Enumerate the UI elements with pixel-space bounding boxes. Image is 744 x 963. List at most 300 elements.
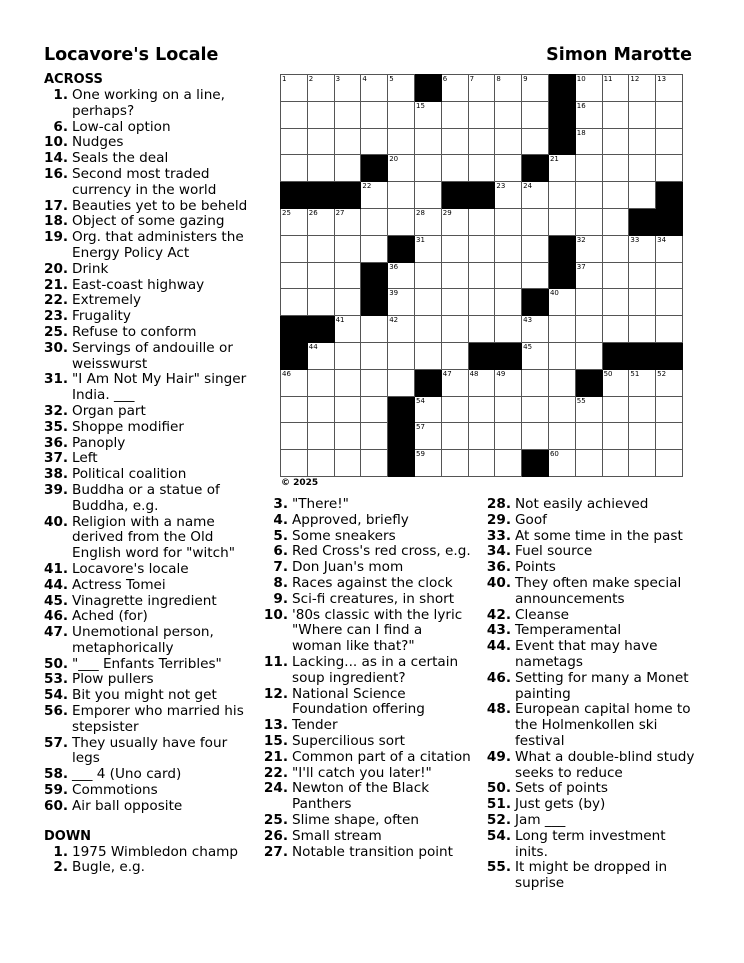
- grid-cell[interactable]: [495, 128, 522, 155]
- grid-cell[interactable]: [575, 423, 602, 450]
- grid-cell[interactable]: [334, 316, 361, 343]
- clue-number: 15.: [263, 732, 288, 749]
- across-clue: [44, 135, 259, 151]
- grid-cell[interactable]: [307, 396, 334, 423]
- grid-cell[interactable]: [468, 289, 495, 316]
- grid-cell[interactable]: [495, 101, 522, 128]
- clue-number: 60.: [44, 797, 69, 814]
- grid-cell[interactable]: [575, 208, 602, 235]
- grid-cell[interactable]: [388, 342, 415, 369]
- grid-cell[interactable]: [522, 75, 549, 102]
- grid-cell[interactable]: [522, 208, 549, 235]
- clue-text: Refuse to conform: [72, 323, 197, 340]
- cell-number: 15: [415, 101, 425, 110]
- clue-text: Ached (for): [72, 608, 148, 625]
- clue-text: "___ Enfants Terribles": [72, 655, 222, 672]
- grid-cell[interactable]: [495, 289, 522, 316]
- grid-cell[interactable]: [495, 262, 522, 289]
- grid-cell[interactable]: [575, 235, 602, 262]
- grid-cell[interactable]: [629, 155, 656, 182]
- across-clue-list: [44, 88, 259, 815]
- grid-cell[interactable]: [414, 262, 441, 289]
- grid-cell[interactable]: [468, 369, 495, 396]
- grid-cell[interactable]: [388, 155, 415, 182]
- grid-cell[interactable]: [656, 289, 683, 316]
- grid-cell[interactable]: [307, 101, 334, 128]
- across-clue: [44, 688, 259, 704]
- cell-number: 4: [362, 75, 367, 83]
- grid-cell[interactable]: [361, 101, 388, 128]
- cell-number: 27: [335, 208, 345, 217]
- grid-cell[interactable]: [575, 155, 602, 182]
- grid-cell[interactable]: [441, 369, 468, 396]
- grid-cell[interactable]: [629, 450, 656, 477]
- down-clue: [262, 529, 474, 545]
- grid-cell[interactable]: [361, 75, 388, 102]
- grid-row: [281, 75, 683, 102]
- grid-block: [468, 182, 495, 209]
- grid-block: [361, 289, 388, 316]
- clue-text: "I'll catch you later!": [292, 764, 432, 781]
- grid-block: [307, 316, 334, 343]
- grid-cell[interactable]: [281, 369, 308, 396]
- grid-cell[interactable]: [281, 128, 308, 155]
- grid-cell[interactable]: [334, 369, 361, 396]
- grid-cell[interactable]: [281, 235, 308, 262]
- grid-cell[interactable]: [548, 289, 575, 316]
- grid-cell[interactable]: [468, 75, 495, 102]
- grid-cell[interactable]: [629, 396, 656, 423]
- grid-cell[interactable]: [281, 101, 308, 128]
- grid-cell[interactable]: [629, 75, 656, 102]
- grid-cell[interactable]: [656, 316, 683, 343]
- clue-text: Tender: [292, 717, 338, 734]
- down-clue: [44, 845, 259, 861]
- clue-text: Newton of the Black Panthers: [292, 780, 430, 813]
- grid-cell[interactable]: [656, 155, 683, 182]
- grid-cell[interactable]: [414, 342, 441, 369]
- grid-cell[interactable]: [468, 101, 495, 128]
- grid-cell[interactable]: [281, 262, 308, 289]
- grid-cell[interactable]: [334, 342, 361, 369]
- grid-cell[interactable]: [281, 75, 308, 102]
- grid-cell[interactable]: [307, 342, 334, 369]
- grid-cell[interactable]: [334, 75, 361, 102]
- clue-text: Goof: [515, 511, 547, 528]
- grid-cell[interactable]: [307, 155, 334, 182]
- grid-cell[interactable]: [307, 262, 334, 289]
- grid-cell[interactable]: [441, 423, 468, 450]
- grid-row: [281, 342, 683, 369]
- grid-cell[interactable]: [281, 289, 308, 316]
- grid-cell[interactable]: [468, 128, 495, 155]
- grid-cell[interactable]: [281, 423, 308, 450]
- across-clue: [44, 262, 259, 278]
- grid-cell[interactable]: [281, 450, 308, 477]
- grid-cell[interactable]: [629, 182, 656, 209]
- clue-text: They usually have four legs: [72, 734, 228, 767]
- grid-cell[interactable]: [495, 396, 522, 423]
- grid-cell[interactable]: [522, 342, 549, 369]
- clue-text: Religion with a name derived from the Old English word for "witch": [72, 513, 235, 562]
- grid-cell[interactable]: [468, 316, 495, 343]
- grid-cell[interactable]: [361, 369, 388, 396]
- grid-cell[interactable]: [548, 450, 575, 477]
- grid-cell[interactable]: [441, 289, 468, 316]
- clue-number: 28.: [486, 496, 511, 512]
- clue-number: 58.: [44, 766, 69, 783]
- grid-cell[interactable]: [414, 128, 441, 155]
- grid-cell[interactable]: [388, 289, 415, 316]
- grid-cell[interactable]: [495, 208, 522, 235]
- grid-cell[interactable]: [656, 75, 683, 102]
- grid-cell[interactable]: [548, 423, 575, 450]
- clue-text: Beauties yet to be beheld: [72, 197, 248, 214]
- grid-block: [656, 182, 683, 209]
- grid-cell[interactable]: [307, 289, 334, 316]
- grid-cell[interactable]: [602, 396, 629, 423]
- author-name: Simon Marotte: [546, 45, 692, 65]
- grid-cell[interactable]: [414, 316, 441, 343]
- clue-number: 48.: [486, 701, 511, 718]
- grid-cell[interactable]: [388, 128, 415, 155]
- grid-cell[interactable]: [575, 101, 602, 128]
- across-clue: [44, 609, 259, 625]
- clue-text: Some sneakers: [292, 527, 396, 544]
- cell-number: 13: [657, 75, 667, 83]
- clue-number: 6.: [53, 118, 68, 135]
- grid-cell[interactable]: [575, 450, 602, 477]
- grid-cell[interactable]: [307, 369, 334, 396]
- clue-text: Commotions: [72, 782, 158, 799]
- clue-text: Common part of a citation: [292, 748, 471, 765]
- grid-cell[interactable]: [388, 75, 415, 102]
- grid-cell[interactable]: [575, 182, 602, 209]
- down-clue-list: [485, 497, 700, 892]
- clue-number: 4.: [273, 511, 288, 528]
- cell-number: 55: [576, 396, 586, 405]
- clue-number: 17.: [44, 197, 69, 214]
- grid-cell[interactable]: [441, 208, 468, 235]
- grid-cell[interactable]: [468, 396, 495, 423]
- clue-text: Fuel source: [515, 543, 593, 560]
- grid-cell[interactable]: [602, 316, 629, 343]
- grid-row: [281, 423, 683, 450]
- grid-cell[interactable]: [602, 75, 629, 102]
- grid-cell[interactable]: [307, 128, 334, 155]
- grid-cell[interactable]: [602, 235, 629, 262]
- grid-cell[interactable]: [495, 316, 522, 343]
- clue-number: 23.: [44, 308, 69, 325]
- cell-number: 59: [415, 450, 425, 459]
- grid-cell[interactable]: [388, 262, 415, 289]
- grid-cell[interactable]: [548, 208, 575, 235]
- grid-cell[interactable]: [495, 369, 522, 396]
- across-clue: [44, 167, 259, 199]
- grid-cell[interactable]: [441, 262, 468, 289]
- across-clue: [44, 562, 259, 578]
- grid-cell[interactable]: [334, 208, 361, 235]
- down-clue: [262, 655, 474, 687]
- grid-cell[interactable]: [414, 289, 441, 316]
- grid-cell[interactable]: [522, 396, 549, 423]
- grid-cell[interactable]: [548, 182, 575, 209]
- grid-cell[interactable]: [656, 235, 683, 262]
- grid-cell[interactable]: [468, 450, 495, 477]
- clue-number: 22.: [263, 764, 288, 781]
- grid-cell[interactable]: [629, 316, 656, 343]
- across-clue: [44, 199, 259, 215]
- grid-cell[interactable]: [441, 101, 468, 128]
- grid-cell[interactable]: [441, 316, 468, 343]
- clue-text: Bit you might not get: [72, 687, 217, 704]
- grid-cell[interactable]: [602, 262, 629, 289]
- clue-number: 12.: [263, 685, 288, 702]
- clue-text: Org. that administers the Energy Policy Act: [72, 229, 244, 261]
- grid-cell[interactable]: [656, 450, 683, 477]
- clue-text: Not easily achieved: [515, 496, 649, 512]
- grid-cell[interactable]: [441, 235, 468, 262]
- grid-cell[interactable]: [334, 396, 361, 423]
- clue-number: 36.: [44, 434, 69, 451]
- grid-cell[interactable]: [361, 450, 388, 477]
- grid-cell[interactable]: [307, 208, 334, 235]
- clue-number: 43.: [486, 622, 511, 639]
- clue-number: 38.: [44, 466, 69, 483]
- cell-number: 40: [549, 289, 559, 298]
- grid-block: [441, 182, 468, 209]
- grid-cell[interactable]: [629, 423, 656, 450]
- grid-cell[interactable]: [361, 396, 388, 423]
- down-clue: [262, 608, 474, 655]
- grid-cell[interactable]: [522, 369, 549, 396]
- grid-cell[interactable]: [602, 369, 629, 396]
- grid-cell[interactable]: [575, 262, 602, 289]
- grid-cell[interactable]: [414, 450, 441, 477]
- grid-cell[interactable]: [602, 450, 629, 477]
- grid-cell[interactable]: [602, 289, 629, 316]
- grid-cell[interactable]: [361, 235, 388, 262]
- grid-cell[interactable]: [334, 128, 361, 155]
- clue-text: Vinagrette ingredient: [72, 592, 217, 609]
- grid-cell[interactable]: [575, 75, 602, 102]
- grid-cell[interactable]: [629, 128, 656, 155]
- grid-block: [548, 75, 575, 102]
- grid-cell[interactable]: [548, 155, 575, 182]
- grid-block: [548, 128, 575, 155]
- grid-cell[interactable]: [441, 396, 468, 423]
- grid-cell[interactable]: [281, 396, 308, 423]
- grid-cell[interactable]: [629, 262, 656, 289]
- clue-number: 21.: [263, 748, 288, 765]
- down-clue: [485, 781, 700, 797]
- grid-cell[interactable]: [307, 75, 334, 102]
- grid-cell[interactable]: [522, 235, 549, 262]
- clue-text: Don Juan's mom: [292, 559, 404, 576]
- grid-cell[interactable]: [334, 235, 361, 262]
- grid-cell[interactable]: [334, 101, 361, 128]
- grid-cell[interactable]: [441, 450, 468, 477]
- grid-cell[interactable]: [495, 423, 522, 450]
- grid-cell[interactable]: [629, 235, 656, 262]
- grid-cell[interactable]: [656, 369, 683, 396]
- cell-number: 9: [523, 75, 528, 83]
- grid-block: [361, 262, 388, 289]
- clue-number: 47.: [44, 624, 69, 641]
- grid-cell[interactable]: [548, 342, 575, 369]
- grid-cell[interactable]: [468, 208, 495, 235]
- grid-cell[interactable]: [414, 235, 441, 262]
- grid-cell[interactable]: [361, 316, 388, 343]
- grid-cell[interactable]: [361, 342, 388, 369]
- grid-cell[interactable]: [575, 289, 602, 316]
- grid-cell[interactable]: [522, 182, 549, 209]
- grid-cell[interactable]: [602, 208, 629, 235]
- clue-text: Left: [72, 450, 98, 467]
- grid-cell[interactable]: [468, 423, 495, 450]
- down-clue-list: [262, 497, 474, 860]
- cell-number: 45: [523, 342, 533, 351]
- grid-cell[interactable]: [522, 316, 549, 343]
- grid-cell[interactable]: [602, 128, 629, 155]
- down-clue: [262, 734, 474, 750]
- clue-number: 35.: [44, 418, 69, 435]
- grid-cell[interactable]: [602, 423, 629, 450]
- grid-cell[interactable]: [388, 316, 415, 343]
- grid-cell[interactable]: [388, 208, 415, 235]
- grid-cell[interactable]: [522, 101, 549, 128]
- grid-cell[interactable]: [281, 208, 308, 235]
- grid-cell[interactable]: [656, 128, 683, 155]
- grid-block: [468, 342, 495, 369]
- clue-number: 42.: [486, 606, 511, 623]
- grid-cell[interactable]: [548, 396, 575, 423]
- clue-text: Frugality: [72, 308, 131, 325]
- clue-number: 6.: [273, 543, 288, 560]
- clue-number: 45.: [44, 592, 69, 609]
- grid-cell[interactable]: [361, 128, 388, 155]
- grid-cell[interactable]: [548, 369, 575, 396]
- grid-block: [522, 155, 549, 182]
- clue-number: 54.: [44, 687, 69, 704]
- grid-cell[interactable]: [414, 423, 441, 450]
- grid-cell[interactable]: [522, 128, 549, 155]
- grid-cell[interactable]: [629, 101, 656, 128]
- grid-cell[interactable]: [334, 262, 361, 289]
- down-clue: [262, 576, 474, 592]
- grid-cell[interactable]: [414, 182, 441, 209]
- clue-number: 31.: [44, 371, 69, 388]
- cell-number: 47: [442, 369, 452, 378]
- grid-cell[interactable]: [441, 342, 468, 369]
- grid-cell[interactable]: [334, 450, 361, 477]
- grid-cell[interactable]: [495, 450, 522, 477]
- clue-number: 3.: [273, 496, 288, 512]
- grid-cell[interactable]: [495, 75, 522, 102]
- across-clue: [44, 783, 259, 799]
- grid-cell[interactable]: [334, 289, 361, 316]
- grid-cell[interactable]: [414, 155, 441, 182]
- grid-cell[interactable]: [388, 101, 415, 128]
- grid-cell[interactable]: [656, 101, 683, 128]
- clue-number: 20.: [44, 260, 69, 277]
- grid-cell[interactable]: [361, 182, 388, 209]
- grid-block: [522, 289, 549, 316]
- grid-cell[interactable]: [468, 155, 495, 182]
- grid-cell[interactable]: [575, 396, 602, 423]
- cell-number: 48: [469, 369, 479, 378]
- grid-row: [281, 450, 683, 477]
- grid-cell[interactable]: [575, 316, 602, 343]
- grid-cell[interactable]: [414, 101, 441, 128]
- grid-cell[interactable]: [629, 369, 656, 396]
- grid-cell[interactable]: [548, 316, 575, 343]
- clue-text: Servings of andouille or weisswurst: [72, 339, 233, 372]
- grid-cell[interactable]: [629, 289, 656, 316]
- grid-cell[interactable]: [495, 235, 522, 262]
- grid-cell[interactable]: [522, 423, 549, 450]
- grid-cell[interactable]: [414, 396, 441, 423]
- down-clue: [485, 576, 700, 608]
- grid-cell[interactable]: [414, 208, 441, 235]
- clue-number: 18.: [44, 213, 69, 230]
- grid-cell[interactable]: [307, 450, 334, 477]
- grid-cell[interactable]: [495, 182, 522, 209]
- clue-number: 54.: [486, 827, 511, 844]
- grid-cell[interactable]: [334, 423, 361, 450]
- grid-cell[interactable]: [334, 155, 361, 182]
- grid-cell[interactable]: [441, 128, 468, 155]
- grid-cell[interactable]: [656, 396, 683, 423]
- grid-block: [629, 208, 656, 235]
- grid-cell[interactable]: [522, 262, 549, 289]
- grid-cell[interactable]: [602, 155, 629, 182]
- grid-cell[interactable]: [468, 262, 495, 289]
- grid-cell[interactable]: [281, 155, 308, 182]
- clue-text: Setting for many a Monet painting: [515, 669, 689, 702]
- grid-cell[interactable]: [575, 128, 602, 155]
- across-clue: [44, 88, 259, 120]
- down-clue: [262, 766, 474, 782]
- grid-cell[interactable]: [307, 235, 334, 262]
- cell-number: 57: [415, 423, 425, 432]
- down-clue: [262, 560, 474, 576]
- grid-cell[interactable]: [441, 155, 468, 182]
- grid-cell[interactable]: [361, 423, 388, 450]
- grid-cell[interactable]: [388, 369, 415, 396]
- grid-block: [281, 182, 308, 209]
- down-clue: [262, 718, 474, 734]
- clue-number: 50.: [44, 655, 69, 672]
- clue-number: 22.: [44, 292, 69, 309]
- grid-cell[interactable]: [656, 262, 683, 289]
- grid-cell[interactable]: [307, 423, 334, 450]
- grid-cell[interactable]: [388, 182, 415, 209]
- clue-text: European capital home to the Holmenkollen ski festival: [515, 701, 691, 749]
- grid-cell[interactable]: [575, 342, 602, 369]
- grid-cell[interactable]: [495, 155, 522, 182]
- clue-number: 13.: [263, 717, 288, 734]
- grid-cell[interactable]: [361, 208, 388, 235]
- grid-cell[interactable]: [441, 75, 468, 102]
- grid-cell[interactable]: [602, 182, 629, 209]
- grid-cell[interactable]: [602, 101, 629, 128]
- grid-cell[interactable]: [468, 235, 495, 262]
- grid-cell[interactable]: [656, 423, 683, 450]
- clue-column-1: [44, 72, 259, 876]
- clue-number: 5.: [273, 527, 288, 544]
- clue-number: 10.: [263, 606, 288, 623]
